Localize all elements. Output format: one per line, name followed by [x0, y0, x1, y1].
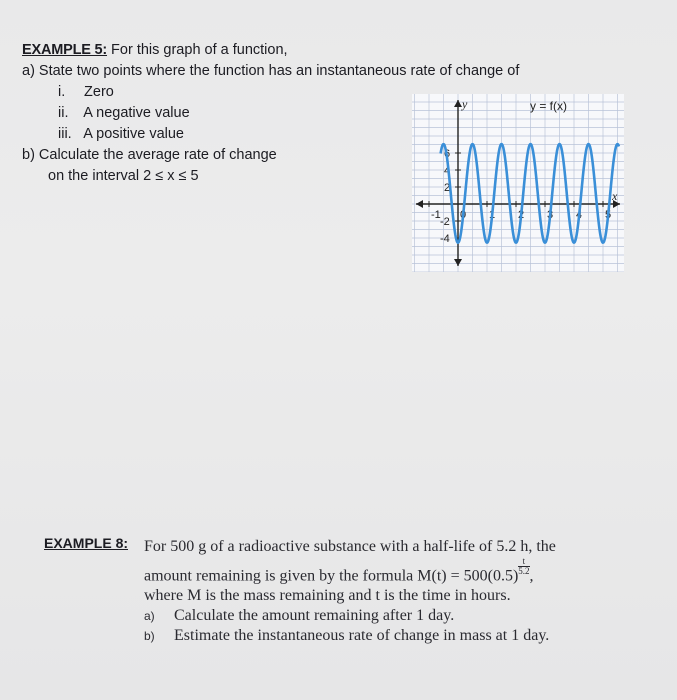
item-text: A negative value — [83, 105, 190, 121]
x-axis-label: x — [612, 189, 618, 203]
example-5-part-b-interval: on the interval 2 ≤ x ≤ 5 — [48, 168, 199, 184]
x-tick-label: 1 — [489, 209, 496, 221]
item-text: Calculate the amount remaining after 1 day. — [174, 607, 455, 625]
item-number: ii. — [58, 105, 69, 121]
example-5-intro: For this graph of a function, — [111, 42, 288, 58]
example-8-line: For 500 g of a radioactive substance with a half-life of 5.2 h, the — [144, 538, 556, 555]
formula-text: amount remaining is given by the formula M(t) = 500(0.5) — [144, 567, 519, 585]
exponent-fraction — [518, 557, 529, 576]
function-label: y = f(x) — [530, 99, 568, 113]
example-8-body — [144, 537, 624, 646]
example-5-part-a: a) State two points where the function has an instantaneous rate of change of — [22, 63, 520, 79]
x-tick-label: 2 — [518, 209, 525, 221]
example-8-formula-line — [144, 557, 624, 586]
item-number: i. — [58, 84, 66, 100]
example-8-line: where M is the mass remaining and t is the time in hours. — [144, 587, 511, 605]
x-tick-label: -1 — [431, 209, 441, 221]
formula-trailing: , — [529, 567, 534, 585]
example-5-part-b: b) Calculate the average rate of change — [22, 147, 277, 163]
function-graph — [412, 94, 624, 272]
y-tick-label: 2 — [444, 182, 451, 194]
example-8-label: EXAMPLE 8: — [44, 535, 129, 551]
example-8-item — [144, 626, 624, 646]
example-5-heading — [22, 40, 519, 61]
exponent-numerator: t — [518, 557, 529, 567]
x-tick-label: 5 — [605, 209, 612, 221]
item-label: a) — [144, 609, 155, 624]
item-text: Zero — [84, 84, 114, 100]
x-tick-label: 0 — [460, 209, 467, 221]
y-tick-label: 6 — [444, 148, 451, 160]
y-tick-label: -4 — [440, 233, 450, 245]
y-axis-label: y — [462, 97, 468, 111]
x-tick-label: 3 — [547, 209, 554, 221]
item-label: b) — [144, 629, 155, 644]
item-text: A positive value — [83, 126, 184, 142]
exponent-denominator: 5.2 — [518, 566, 530, 576]
y-tick-label: -2 — [440, 216, 450, 228]
item-text: Estimate the instantaneous rate of change in mass at 1 day. — [174, 627, 550, 645]
example-5-label: EXAMPLE 5: — [22, 42, 108, 58]
x-tick-label: 4 — [576, 209, 583, 221]
item-number: iii. — [58, 126, 72, 142]
y-tick-label: 4 — [444, 165, 451, 177]
example-8-item — [144, 606, 624, 626]
